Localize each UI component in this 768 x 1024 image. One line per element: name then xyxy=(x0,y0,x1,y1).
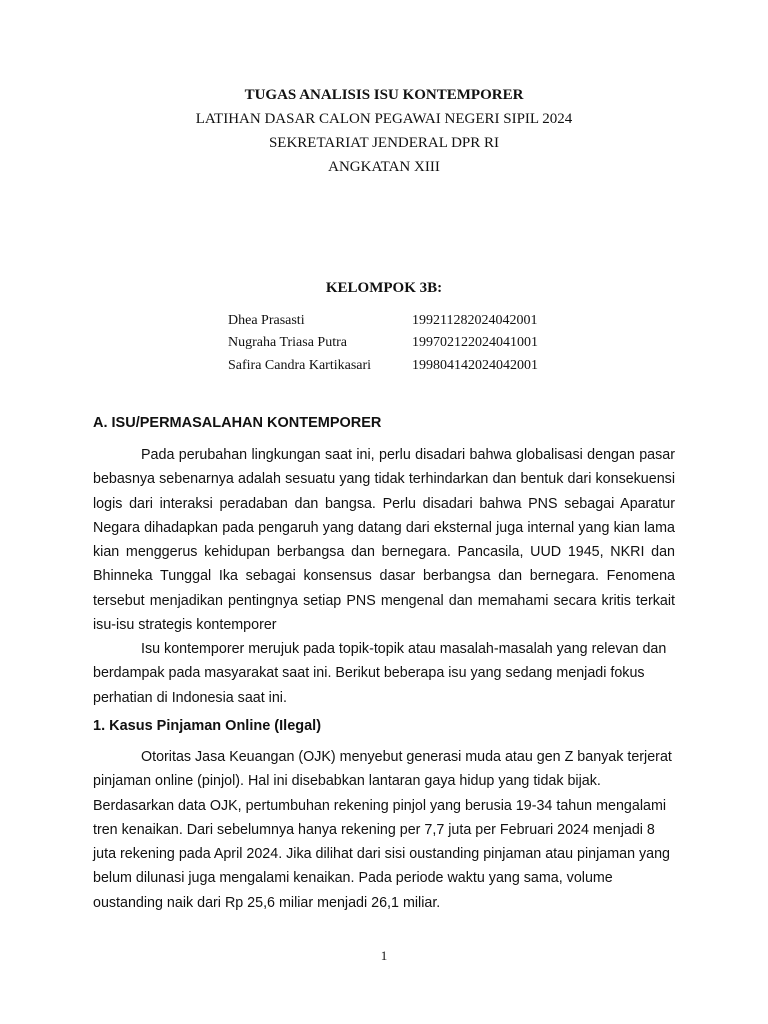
member-name: Nugraha Triasa Putra xyxy=(228,335,347,350)
subsection-1-paragraph: Otoritas Jasa Keuangan (OJK) menyebut generasi muda atau gen Z banyak terjerat pinjaman online (pinjol). Hal ini disebabkan lantaran gaya hidup yang tidak bijak. Berdasarkan data OJK, pertumbuhan rekening pinjol yang berusia 19-34 tahun mengalami tren kenaikan. Dari sebelumnya hanya rekening per 7,7 juta per Februari 2024 menjadi 8 juta rekening pada April 2024. Jika dilihat dari sisi oustanding pinjaman atau pinjaman yang belum dilunasi juga mengalami kenaikan. Pada periode waktu yang sama, volume oustanding naik dari Rp 25,6 miliar menjadi 26,1 miliar. xyxy=(93,749,672,911)
institution-name: SEKRETARIAT JENDERAL DPR RI xyxy=(268,135,500,151)
member-nip: 199702122024041001 xyxy=(412,335,538,350)
subsection-1-heading: 1. Kasus Pinjaman Online (Ilegal) xyxy=(93,718,322,734)
group-title: KELOMPOK 3B: xyxy=(325,280,443,296)
member-name: Dhea Prasasti xyxy=(228,313,305,328)
member-nip: 199804142024042001 xyxy=(412,358,538,373)
member-name: Safira Candra Kartikasari xyxy=(228,358,372,373)
program-name: LATIHAN DASAR CALON PEGAWAI NEGERI SIPIL 2024 xyxy=(195,111,573,127)
section-a-paragraph-1: Pada perubahan lingkungan saat ini, perlu disadari bahwa globalisasi dengan pasar bebasnya sebenarnya adalah sesuatu yang tidak terhindarkan dan bentuk dari konsekuensi logis dari interaksi peradaban dan bangsa. Perlu disadari bahwa PNS sebagai Aparatur Negara dihadapkan pada pengaruh yang datang dari eksternal juga internal yang kian lama kian menggerus kehidupan berbangsa dan bernegara. Pancasila, UUD 1945, NKRI dan Bhinneka Tunggal Ika sebagai konsensus dasar berbangsa dan bernegara. Fenomena tersebut menjadikan pentingnya setiap PNS mengenal dan memahami secara kritis terkait isu-isu strategis kontemporer xyxy=(93,447,675,634)
page-number: 1 xyxy=(380,948,388,963)
batch-name: ANGKATAN XIII xyxy=(328,159,440,175)
section-a-paragraph-2: Isu kontemporer merujuk pada topik-topik atau masalah-masalah yang relevan dan berdampak pada masyarakat saat ini. Berikut beberapa isu yang sedang menjadi fokus perhatian di Indonesia saat ini. xyxy=(93,641,667,706)
section-a-heading: A. ISU/PERMASALAHAN KONTEMPORER xyxy=(93,415,382,431)
document-title: TUGAS ANALISIS ISU KONTEMPORER xyxy=(244,87,524,103)
member-nip: 199211282024042001 xyxy=(412,313,538,328)
